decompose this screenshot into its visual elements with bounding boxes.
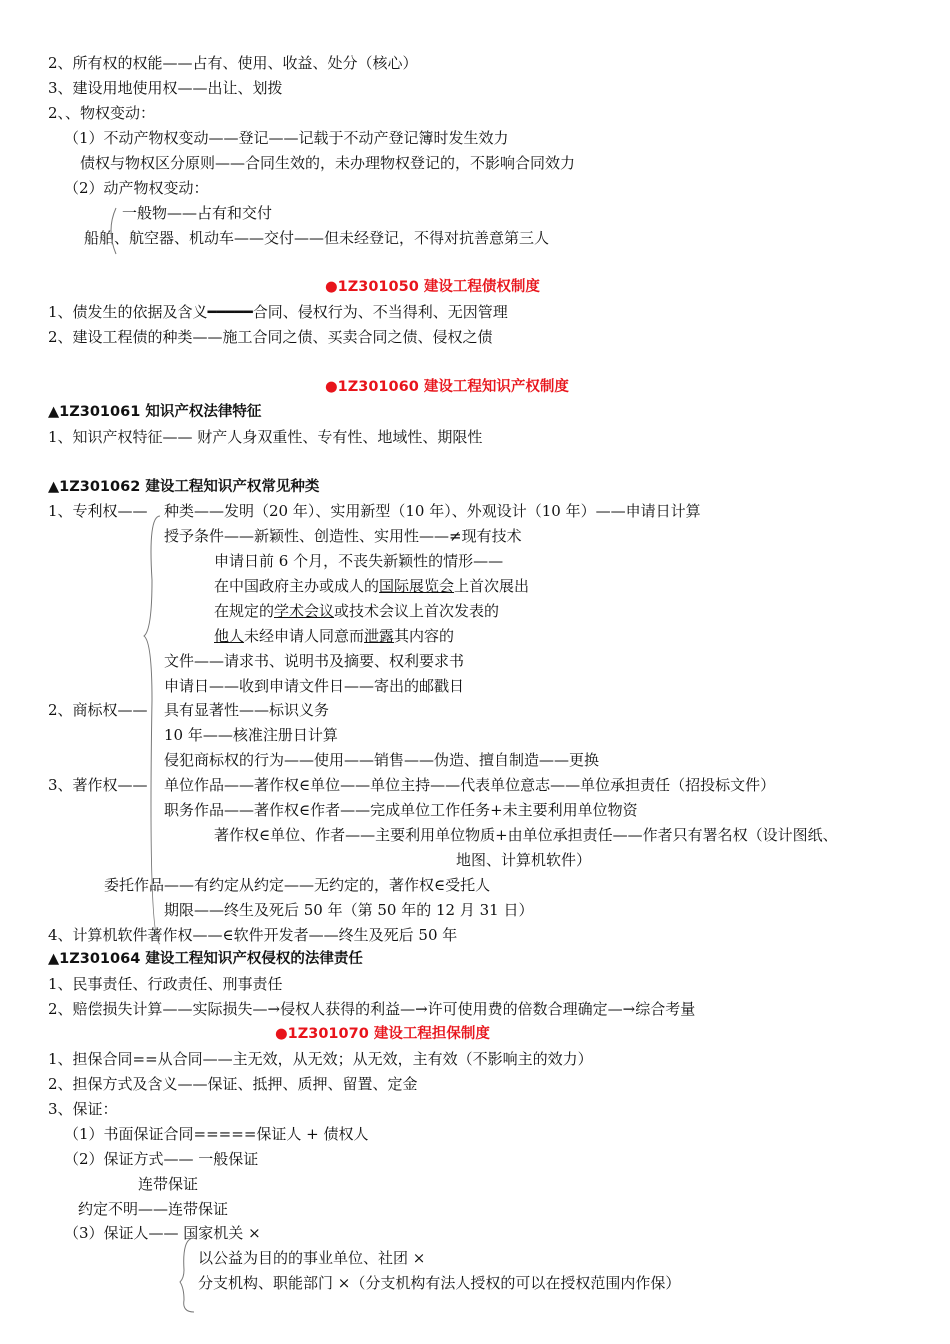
text-line: 期限——终生及死后 50 年（第 50 年的 12 月 31 日） [164, 901, 534, 919]
text-segment: 在规定的 [214, 602, 275, 620]
text-line: 申请日前 6 个月，不丧失新颖性的情形—— [214, 552, 504, 570]
text-line: 著作权∈单位、作者——主要利用单位物质+由单位承担责任——作者只有署名权（设计图纸、 [214, 826, 838, 844]
text-line: 侵犯商标权的行为——使用——销售——伪造、擅自制造——更换 [164, 751, 600, 769]
text-line: 2、建设工程债的种类——施工合同之债、买卖合同之债、侵权之债 [48, 328, 493, 346]
text-line: 以公益为目的的事业单位、社团 × [198, 1249, 426, 1267]
text-line: 职务作品——著作权∈作者——完成单位工作任务+未主要利用单位物资 [164, 801, 638, 819]
underlined-term: 国际展览会 [379, 577, 455, 595]
text-line: 2、所有权的权能——占有、使用、收益、处分（核心） [48, 54, 418, 72]
text-line: 船舶、航空器、机动车——交付——但未经登记，不得对抗善意第三人 [84, 229, 550, 247]
text-line: 3、著作权—— [48, 776, 148, 794]
text-line: 委托作品——有约定从约定——无约定的，著作权∈受托人 [104, 876, 491, 894]
text-line: 2、担保方式及含义——保证、抵押、质押、留置、定金 [48, 1075, 418, 1093]
text-line: 债权与物权区分原则——合同生效的，未办理物权登记的，不影响合同效力 [80, 154, 576, 172]
text-line: （1）书面保证合同=====保证人 + 债权人 [64, 1125, 369, 1143]
text-line: （2）保证方式—— 一般保证 [64, 1150, 259, 1168]
underlined-term: 泄露 [364, 627, 395, 645]
text-line: 1、民事责任、行政责任、刑事责任 [48, 975, 283, 993]
text-line: （2）动产物权变动： [64, 179, 209, 197]
text-segment: 在中国政府主办或成人的 [214, 577, 380, 595]
text-line: 1、担保合同==从合同——主无效，从无效；从无效，主有效（不影响主的效力） [48, 1050, 593, 1068]
text-line: 2、赔偿损失计算——实际损失—→侵权人获得的利益—→许可使用费的倍数合理确定—→综合考量 [48, 1000, 696, 1018]
subsection-heading: ▲1Z301062 建设工程知识产权常见种类 [48, 479, 320, 495]
text-line: 连带保证 [138, 1175, 199, 1193]
text-line: 具有显著性——标识义务 [164, 701, 330, 719]
section-heading: ●1Z301060 建设工程知识产权制度 [325, 379, 569, 395]
text-segment: 或技术会议上首次发表的 [334, 602, 500, 620]
text-line: 约定不明——连带保证 [78, 1200, 229, 1218]
underlined-term: 学术会议 [274, 602, 335, 620]
text-segment: 未经申请人同意而 [244, 627, 365, 645]
text-line: （3）保证人—— 国家机关 × [64, 1224, 261, 1242]
text-line: 2、商标权—— [48, 701, 148, 719]
text-line: 一般物——占有和交付 [122, 204, 273, 222]
text-line: 单位作品——著作权∈单位——单位主持——代表单位意志——单位承担责任（招投标文件） [164, 776, 776, 794]
text-line: 2、、物权变动： [48, 104, 156, 122]
brace-guarantor [180, 1238, 194, 1312]
text-line: 文件——请求书、说明书及摘要、权利要求书 [164, 652, 465, 670]
section-heading: ●1Z301070 建设工程担保制度 [275, 1026, 490, 1042]
text-line [214, 626, 454, 646]
text-line: 1、知识产权特征—— 财产人身双重性、专有性、地域性、期限性 [48, 428, 483, 446]
text-segment: 上首次展出 [454, 577, 530, 595]
text-line: 种类——发明（20 年）、实用新型（10 年）、外观设计（10 年）——申请日计算 [164, 502, 701, 520]
text-line: 分支机构、职能部门 ×（分支机构有法人授权的可以在授权范围内作保） [198, 1274, 681, 1292]
text-line: 4、计算机软件著作权——∈软件开发者——终生及死后 50 年 [48, 926, 458, 944]
text-line: （1）不动产物权变动——登记——记载于不动产登记簿时发生效力 [64, 129, 509, 147]
text-line [214, 601, 499, 621]
subsection-heading: ▲1Z301061 知识产权法律特征 [48, 404, 262, 420]
text-line: 1、专利权—— [48, 502, 148, 520]
text-line: 1、债发生的依据及含义━━━━━合同、侵权行为、不当得利、无因管理 [48, 303, 508, 321]
text-line: 10 年——核准注册日计算 [164, 726, 338, 744]
text-line: 3、保证： [48, 1100, 118, 1118]
text-line: 授予条件——新颖性、创造性、实用性——≠现有技术 [164, 527, 522, 545]
text-segment: 其内容的 [394, 627, 455, 645]
underlined-term: 他人 [214, 627, 245, 645]
text-line: 地图、计算机软件） [456, 851, 592, 869]
text-line: 3、建设用地使用权——出让、划拨 [48, 79, 283, 97]
text-line: 申请日——收到申请文件日——寄出的邮戳日 [164, 677, 465, 695]
text-line [214, 576, 529, 596]
section-heading: ●1Z301050 建设工程债权制度 [325, 279, 540, 295]
subsection-heading: ▲1Z301064 建设工程知识产权侵权的法律责任 [48, 951, 363, 967]
